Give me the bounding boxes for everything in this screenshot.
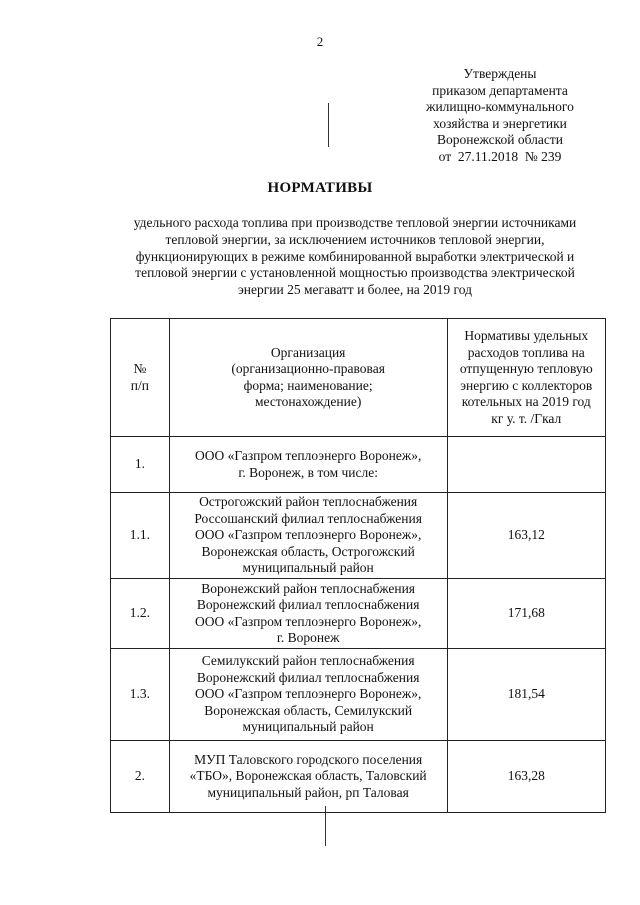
org-text: Воронежский район теплоснабжения bbox=[201, 580, 416, 596]
approval-line: жилищно-коммунального bbox=[426, 99, 574, 114]
header-organization bbox=[169, 319, 447, 437]
approval-line: Утверждены bbox=[463, 66, 537, 81]
org-text: муниципальный район bbox=[242, 719, 374, 735]
row-value: 163,28 bbox=[447, 741, 605, 813]
row-number: 1.3. bbox=[111, 649, 170, 741]
org-text: муниципальный район, рп Таловая bbox=[207, 784, 409, 800]
org-text: г. Воронеж bbox=[276, 630, 340, 645]
approval-line: от 27.11.2018 № 239 bbox=[438, 148, 562, 164]
org-text: МУП Таловского городского поселения bbox=[194, 751, 423, 767]
header-text: расходов топлива на bbox=[467, 344, 585, 360]
row-organization bbox=[169, 437, 447, 493]
table-row bbox=[111, 579, 606, 649]
header-text: п/п bbox=[130, 377, 149, 393]
header-norm bbox=[447, 319, 605, 437]
header-text: форма; наименование; bbox=[243, 377, 373, 393]
document-title: НОРМАТИВЫ bbox=[267, 180, 373, 196]
header-text: кг у. т. /Гкал bbox=[491, 410, 562, 426]
approval-line: Воронежской области bbox=[437, 132, 563, 147]
row-organization bbox=[169, 741, 447, 813]
document-subtitle bbox=[95, 215, 615, 299]
subtitle-line: функционирующих в режиме комбинированной выработки электрической и bbox=[135, 248, 575, 264]
org-text: ООО «Газпром теплоэнерго Воронеж», bbox=[194, 613, 422, 629]
org-text: Воронежская область, Острогожский bbox=[201, 543, 415, 559]
row-number: 1. bbox=[111, 437, 170, 493]
table-row bbox=[111, 493, 606, 579]
subtitle-line: тепловой энергии, за исключением источников тепловой энергии, bbox=[165, 231, 545, 247]
header-text: Организация bbox=[270, 344, 346, 360]
org-text: г. Воронеж, в том числе: bbox=[238, 464, 378, 480]
org-text: ООО «Газпром теплоэнерго Воронеж», bbox=[194, 448, 422, 463]
row-value: 163,12 bbox=[447, 493, 605, 579]
header-text: энергию с коллекторов bbox=[460, 377, 593, 393]
org-text: ООО «Газпром теплоэнерго Воронеж», bbox=[194, 527, 422, 543]
row-number: 1.2. bbox=[111, 579, 170, 649]
header-text: Нормативы удельных bbox=[464, 328, 589, 343]
org-text: Острогожский район теплоснабжения bbox=[199, 494, 418, 510]
row-value: 171,68 bbox=[447, 579, 605, 649]
subtitle-line: тепловой энергии с установленной мощностью производства электрической bbox=[135, 265, 575, 281]
row-organization bbox=[169, 493, 447, 579]
scan-artifact-mark bbox=[328, 103, 329, 147]
table-row bbox=[111, 741, 606, 813]
org-text: Семилукский район теплоснабжения bbox=[201, 653, 415, 669]
org-text: «ТБО», Воронежская область, Таловский bbox=[189, 768, 427, 784]
approval-line: хозяйства и энергетики bbox=[433, 115, 567, 131]
org-text: Россошанский филиал теплоснабжения bbox=[194, 510, 422, 526]
org-text: Воронежский филиал теплоснабжения bbox=[196, 597, 420, 612]
header-text: № bbox=[133, 361, 147, 376]
header-text: местонахождение) bbox=[254, 394, 362, 409]
row-organization bbox=[169, 649, 447, 741]
subtitle-line: энергии 25 мегаватт и более, на 2019 год bbox=[238, 282, 472, 298]
row-value: 181,54 bbox=[447, 649, 605, 741]
table-header-row bbox=[111, 319, 606, 437]
row-value bbox=[447, 437, 605, 493]
org-text: муниципальный район bbox=[242, 560, 374, 576]
row-number: 1.1. bbox=[111, 493, 170, 579]
header-num bbox=[111, 319, 170, 437]
row-number: 2. bbox=[111, 741, 170, 813]
table-row bbox=[111, 437, 606, 493]
approval-block bbox=[395, 66, 605, 165]
org-text: ООО «Газпром теплоэнерго Воронеж», bbox=[194, 686, 422, 702]
table-row bbox=[111, 649, 606, 741]
org-text: Воронежская область, Семилукский bbox=[204, 702, 413, 718]
header-text: (организационно-правовая bbox=[231, 361, 385, 376]
subtitle-line: удельного расхода топлива при производстве тепловой энергии источниками bbox=[133, 215, 577, 230]
header-text: отпущенную тепловую bbox=[459, 361, 593, 376]
row-organization bbox=[169, 579, 447, 649]
approval-line: приказом департамента bbox=[432, 82, 568, 98]
org-text: Воронежский филиал теплоснабжения bbox=[196, 669, 420, 685]
norms-table bbox=[110, 318, 606, 813]
header-text: котельных на 2019 год bbox=[461, 394, 591, 409]
page-number: 2 bbox=[316, 34, 324, 49]
